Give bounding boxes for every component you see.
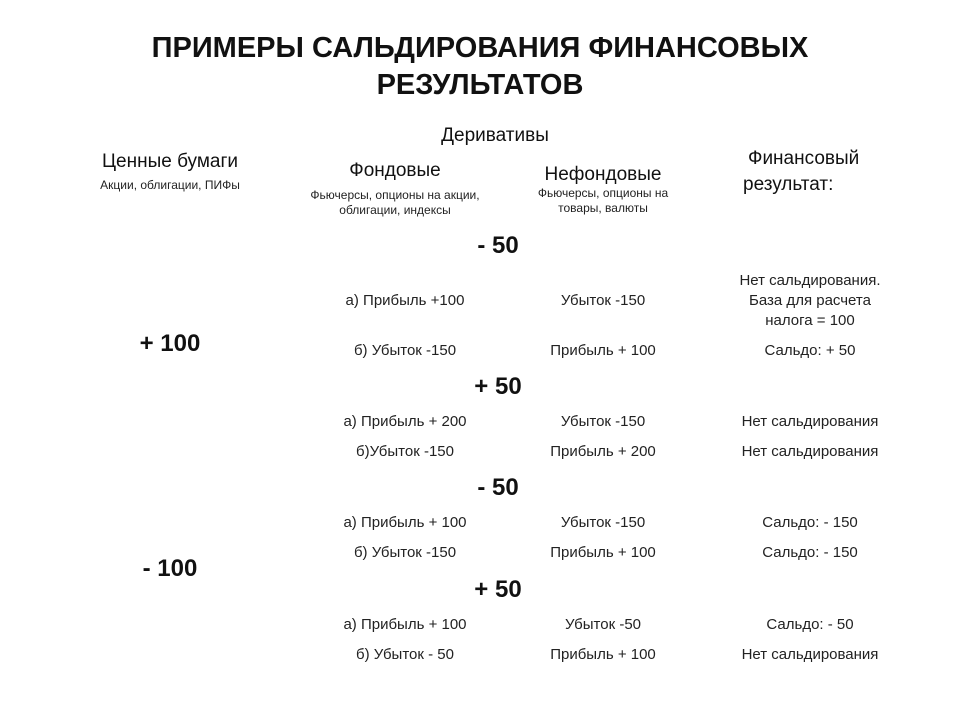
header-stock-sub-1: Фьючерсы, опционы на акции, <box>310 188 480 202</box>
stock-cell: б)Убыток -150 <box>356 443 454 460</box>
header-nonstock-sub-2: товары, валюты <box>558 201 648 215</box>
nonstock-cell: Убыток -150 <box>560 514 646 531</box>
derivative-total: - 50 <box>477 232 519 259</box>
nonstock-cell: Убыток -150 <box>560 292 646 309</box>
result-cell: Сальдо: + 50 <box>764 342 856 359</box>
nonstock-cell: Прибыль + 200 <box>550 443 656 460</box>
page-title-line-2: РЕЗУЛЬТАТОВ <box>376 69 584 101</box>
nonstock-cell: Прибыль + 100 <box>550 646 656 663</box>
header-result-line-2: результат: <box>743 174 834 195</box>
page-title-line-1: ПРИМЕРЫ САЛЬДИРОВАНИЯ ФИНАНСОВЫХ <box>151 32 809 64</box>
result-cell: Нет сальдирования <box>741 443 879 460</box>
derivative-total: + 50 <box>474 576 522 603</box>
header-nonstock: Нефондовые <box>544 164 662 185</box>
securities-value: - 100 <box>142 555 198 582</box>
header-stock: Фондовые <box>349 160 441 181</box>
nonstock-cell: Убыток -150 <box>560 413 646 430</box>
header-derivatives: Деривативы <box>441 125 549 146</box>
result-cell: Сальдо: - 150 <box>762 544 858 561</box>
result-cell: Сальдо: - 150 <box>762 514 858 531</box>
stock-cell: а) Прибыль + 100 <box>343 616 467 633</box>
result-cell: База для расчета <box>749 292 871 309</box>
stock-cell: б) Убыток -150 <box>353 544 457 561</box>
nonstock-cell: Прибыль + 100 <box>550 342 656 359</box>
result-cell: Сальдо: - 50 <box>766 616 854 633</box>
stock-cell: а) Прибыль +100 <box>345 292 465 309</box>
result-cell: Нет сальдирования. <box>739 272 881 289</box>
stock-cell: а) Прибыль + 200 <box>343 413 467 430</box>
result-cell: Нет сальдирования <box>741 646 879 663</box>
result-cell: налога = 100 <box>765 312 855 329</box>
header-stock-sub-2: облигации, индексы <box>339 203 451 217</box>
derivative-total: - 50 <box>477 474 519 501</box>
result-cell: Нет сальдирования <box>741 413 879 430</box>
nonstock-cell: Убыток -50 <box>564 616 642 633</box>
header-result-line-1: Финансовый <box>748 148 860 169</box>
derivative-total: + 50 <box>474 373 522 400</box>
nonstock-cell: Прибыль + 100 <box>550 544 656 561</box>
securities-value: + 100 <box>139 330 201 357</box>
stock-cell: а) Прибыль + 100 <box>343 514 467 531</box>
header-nonstock-sub-1: Фьючерсы, опционы на <box>537 186 669 200</box>
stock-cell: б) Убыток - 50 <box>356 646 454 663</box>
header-securities-sub: Акции, облигации, ПИФы <box>100 178 240 192</box>
stock-cell: б) Убыток -150 <box>353 342 457 359</box>
header-securities: Ценные бумаги <box>101 151 239 172</box>
